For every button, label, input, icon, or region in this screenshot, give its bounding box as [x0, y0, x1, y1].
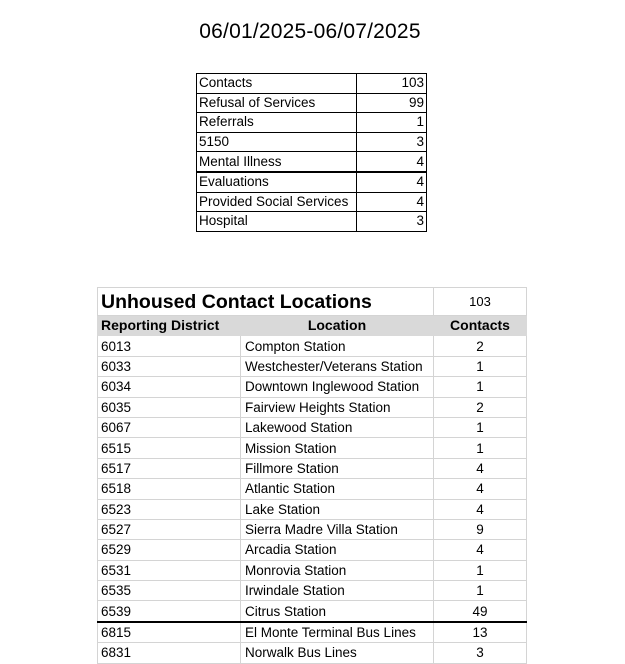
- summary-label: Referrals: [197, 113, 357, 133]
- column-header-location: Location: [241, 316, 434, 336]
- table-row: [98, 499, 527, 519]
- summary-label: Contacts: [197, 74, 357, 94]
- district-cell: 6523: [98, 499, 241, 519]
- summary-row: [197, 74, 427, 94]
- summary-value: 4: [357, 152, 427, 172]
- district-cell: 6515: [98, 438, 241, 458]
- table-row: [98, 356, 527, 376]
- contacts-cell: 4: [434, 540, 527, 560]
- district-cell: 6539: [98, 601, 241, 622]
- contacts-cell: 3: [434, 643, 527, 663]
- location-cell: Fillmore Station: [241, 458, 434, 478]
- summary-value: 4: [357, 172, 427, 192]
- contacts-cell: 2: [434, 397, 527, 417]
- summary-label: Mental Illness: [197, 152, 357, 172]
- contacts-cell: 1: [434, 438, 527, 458]
- district-cell: 6033: [98, 356, 241, 376]
- table-row: [98, 581, 527, 601]
- table-row: [98, 458, 527, 478]
- location-cell: Downtown Inglewood Station: [241, 377, 434, 397]
- column-header-contacts: Contacts: [434, 316, 527, 336]
- locations-body: [98, 336, 527, 663]
- summary-table: [196, 73, 427, 232]
- contacts-cell: 1: [434, 377, 527, 397]
- table-row: [98, 643, 527, 663]
- table-row: [98, 560, 527, 580]
- contacts-cell: 9: [434, 519, 527, 539]
- district-cell: 6035: [98, 397, 241, 417]
- location-cell: Arcadia Station: [241, 540, 434, 560]
- locations-header-row: [98, 316, 527, 336]
- summary-label: Provided Social Services: [197, 192, 357, 212]
- summary-value: 103: [357, 74, 427, 94]
- contacts-cell: 49: [434, 601, 527, 622]
- summary-label: Hospital: [197, 212, 357, 232]
- district-cell: 6531: [98, 560, 241, 580]
- district-cell: 6067: [98, 417, 241, 437]
- locations-title-row: [98, 288, 527, 316]
- location-cell: Compton Station: [241, 336, 434, 356]
- summary-label: Refusal of Services: [197, 93, 357, 113]
- locations-total: 103: [434, 288, 527, 316]
- locations-table: [97, 287, 527, 664]
- location-cell: Sierra Madre Villa Station: [241, 519, 434, 539]
- locations-title: Unhoused Contact Locations: [98, 288, 434, 316]
- district-cell: 6831: [98, 643, 241, 663]
- district-cell: 6013: [98, 336, 241, 356]
- summary-row: [197, 113, 427, 133]
- summary-row: [197, 172, 427, 192]
- contacts-cell: 1: [434, 356, 527, 376]
- summary-row: [197, 93, 427, 113]
- location-cell: Irwindale Station: [241, 581, 434, 601]
- location-cell: Monrovia Station: [241, 560, 434, 580]
- table-row: [98, 417, 527, 437]
- contacts-cell: 1: [434, 581, 527, 601]
- location-cell: Fairview Heights Station: [241, 397, 434, 417]
- table-row: [98, 519, 527, 539]
- location-cell: Norwalk Bus Lines: [241, 643, 434, 663]
- summary-row: [197, 212, 427, 232]
- district-cell: 6517: [98, 458, 241, 478]
- district-cell: 6527: [98, 519, 241, 539]
- contacts-cell: 1: [434, 560, 527, 580]
- summary-row: [197, 152, 427, 172]
- location-cell: Lakewood Station: [241, 417, 434, 437]
- summary-row: [197, 192, 427, 212]
- location-cell: Lake Station: [241, 499, 434, 519]
- table-row: [98, 377, 527, 397]
- location-cell: Mission Station: [241, 438, 434, 458]
- summary-value: 3: [357, 132, 427, 152]
- contacts-cell: 1: [434, 417, 527, 437]
- summary-label: 5150: [197, 132, 357, 152]
- location-cell: Westchester/Veterans Station: [241, 356, 434, 376]
- table-row: [98, 438, 527, 458]
- table-row: [98, 622, 527, 643]
- table-row: [98, 479, 527, 499]
- district-cell: 6034: [98, 377, 241, 397]
- summary-value: 3: [357, 212, 427, 232]
- district-cell: 6815: [98, 622, 241, 643]
- district-cell: 6529: [98, 540, 241, 560]
- location-cell: El Monte Terminal Bus Lines: [241, 622, 434, 643]
- district-cell: 6535: [98, 581, 241, 601]
- location-cell: Citrus Station: [241, 601, 434, 622]
- summary-value: 4: [357, 192, 427, 212]
- contacts-cell: 4: [434, 479, 527, 499]
- column-header-district: Reporting District: [98, 316, 241, 336]
- table-row: [98, 540, 527, 560]
- table-row: [98, 336, 527, 356]
- location-cell: Atlantic Station: [241, 479, 434, 499]
- contacts-cell: 2: [434, 336, 527, 356]
- district-cell: 6518: [98, 479, 241, 499]
- contacts-cell: 4: [434, 499, 527, 519]
- contacts-cell: 13: [434, 622, 527, 643]
- summary-label: Evaluations: [197, 172, 357, 192]
- summary-value: 99: [357, 93, 427, 113]
- table-row: [98, 601, 527, 622]
- table-row: [98, 397, 527, 417]
- date-range-title: 06/01/2025-06/07/2025: [199, 20, 421, 43]
- summary-value: 1: [357, 113, 427, 133]
- summary-row: [197, 132, 427, 152]
- contacts-cell: 4: [434, 458, 527, 478]
